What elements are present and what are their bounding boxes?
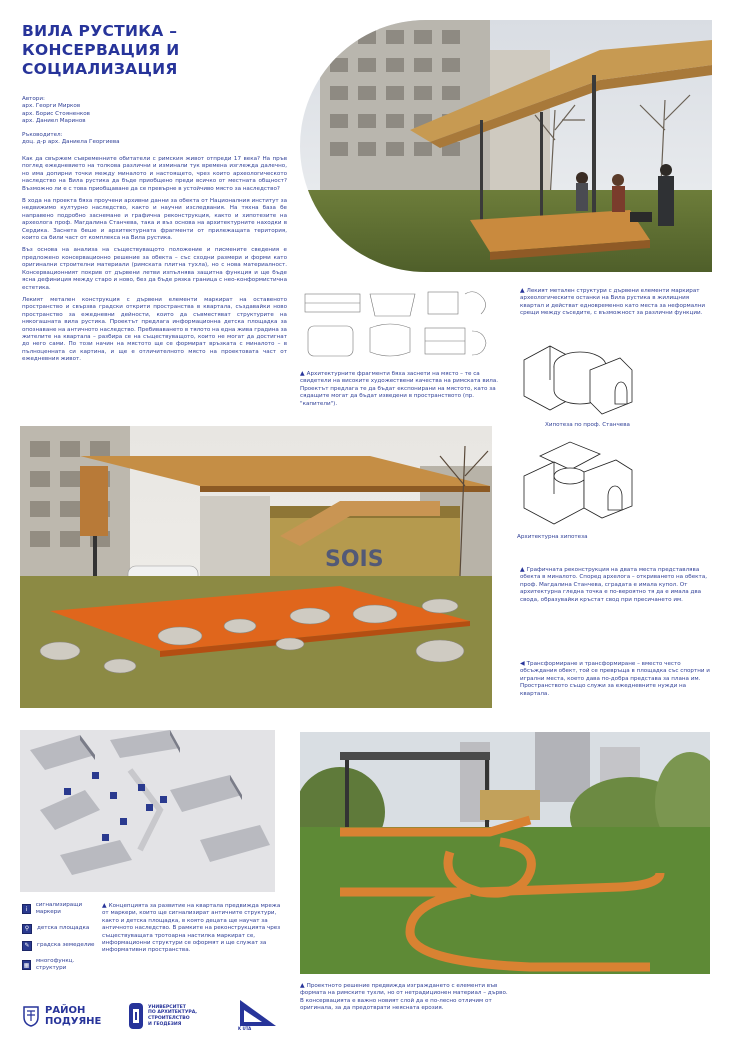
hypothesis-drawing-stancheva [520,330,640,418]
body-text [22,156,287,364]
author-name: арх. Георги Мирков [22,103,81,110]
hero-photo-illustration [300,20,712,272]
kuta-logo-text: K UTA [238,1026,252,1031]
map-legend [22,902,97,980]
logo-kuta [236,996,280,1032]
legend-label: детска площадка [37,925,90,932]
title-line-2: КОНСЕРВАЦИЯ И [22,41,180,59]
render-orange-platform [20,426,492,708]
legend-row [22,958,97,973]
triangle-bullet-icon: ▲ [520,566,525,573]
caption-graphic-text: Графичната реконструкция на двата места представлява обекта в миналото. Според архелога – откриването на обекта, проф. Магдалина Станчева, сградата е имала купол. От архитектурна гледна точка е по-вероятно тя да е имала два свода, образувайки кръстат свод при пресичането им. [520,567,708,603]
hero-photo [300,20,712,272]
triangle-left-bullet-icon: ◀ [520,660,525,667]
caption-concept-text: Концепцията за развитие на квартала предвижда мрежа от маркери, които ще сигнализират античните структури, както и детска площадка, в която децата ще научат за античното наследство. В рамките на реконструкцията чрез съществуващата тротоарна настилка маркират се, информационни структури се оформят и ще служат за информативни пространства. [102,903,281,954]
hypothesis-drawing-stancheva-svg [520,330,640,418]
caption-graphic [520,566,712,604]
caption-concept [102,902,282,955]
page-title [22,22,262,79]
structure-icon: ▦ [23,961,30,969]
garden-icon: ✎ [22,941,32,951]
photo-wooden-path-svg [300,732,710,974]
legend-row [22,924,97,934]
author-name: арх. Даниел Маринов [22,118,86,125]
legend-label: многофункц. структури [35,957,75,972]
render-orange-platform-svg [20,426,492,708]
legend-row [22,902,97,917]
legend-label: сигнализиращи маркери [35,902,83,916]
paragraph-research: В хода на проекта бяха проучени архивни данни за обекта от Националния институт за недвижимо културно наследство, както и научни изследвания. На тяхна база бе направено подробно заснемане и графична реконструкция, както и хипотезите на археолога проф. Магдалина Станчева, така и въз основа на архитектурните находки в Сердика. Заснета беше и архитектурната фрагменти от прилежащата територия, които са били част от комплекса на Вила рустика. [22,198,287,242]
paragraph-intro: Как да свържем съвременните обитатели с римския живот отпреди 17 века? На пръв поглед ежедневието на толкова различни и изминали тук времена изглежда далечно, но има допирни точки между миналото и настоящето, чрез които археологическото наследство на Вила рустика да бъде приобщено преди всичко от местната общност? Възможно ли е с това приобщаване да се превърне в устойчиво място за наследство? [22,156,287,192]
site-map-svg [20,730,275,892]
supervisor-name: доц. д-р арх. Даниела Георгиева [22,139,120,146]
author-name: арх. Борис Стояненков [22,110,90,117]
fragment-sketches-drawing [300,286,500,366]
title-line-1: ВИЛА РУСТИКА – [22,22,178,40]
caption-fragments-text: Архитектурните фрагменти бяха заснети на място – те са свидетели на високите художествени качества на римската вила. Проектът предлага те да бъдат експонирани на мястото, като за сядащите могат да бъдат изведени в пространството (пр. "капители"). [300,371,499,407]
caption-hypothesis: Хипотеза по проф. Станчева [545,422,630,428]
district-name-line1: РАЙОН [45,1005,86,1016]
university-name-line3: СТРОИТЕЛСТВО [148,1016,190,1021]
caption-structures-text: Лекият метален структури с дървени елементи маркират археологическите останки на Вила рустика в жилищния квартал и действат едновременно като места за неформални срещи между съседите, с възможност за различни функции. [520,288,706,317]
triangle-bullet-icon: ▲ [102,902,107,909]
hypothesis-drawing-architectural [520,436,640,531]
caption-transform-text: Трансформиране и трансформиране – вместо често обсъждания обект, той се превръща в площадка със спортни и игрални места, което дава по-добра представа за плана им. Пространството също служи за ежедневните нужди на квартала. [520,661,710,697]
triangle-bullet-icon: ▲ [300,982,305,989]
hypothesis-drawing-architectural-svg [520,436,640,531]
marker-icon: i [22,904,31,914]
legend-row [22,941,97,951]
paragraph-conservation: Въз основа на анализа на съществуващото положение и писмените сведения е предложено консервационно решение за обекта – със сходни размери и форми като оригинални строителни материали (римската плитна тухла), но с нова материалност. Консервационният покрив от дървени летви изпълнява защитна функция и ще бъде ясна дефиниция между старо и ново, без да бъде рязка граница с нео-конформистична естетика. [22,247,287,291]
title-line-3: СОЦИАЛИЗАЦИЯ [22,60,178,78]
university-name-line1: УНИВЕРСИТЕТ [148,1004,186,1010]
caption-architectural: Архитектурна хипотеза [517,534,588,540]
playground-icon: ⚲ [22,924,32,934]
caption-transform [520,660,712,698]
triangle-bullet-icon: ▲ [300,370,305,377]
site-map [20,730,275,892]
svg-text:SOIS: SOIS [325,547,384,572]
photo-wooden-path [300,732,710,974]
legend-label: градска земеделие [37,942,95,949]
university-name-line4: И ГЕОДЕЗИЯ [148,1021,182,1027]
fragment-sketches [300,286,500,366]
authors-block [22,96,192,146]
caption-fragments [300,370,510,408]
district-crest-icon [22,1005,40,1027]
authors-label: Автори: [22,96,45,102]
logo-district [22,996,102,1036]
supervisor-label: Ръководител: [22,131,63,138]
caption-structures [520,287,712,318]
logo-university [128,996,218,1036]
triangle-bullet-icon: ▲ [520,287,525,294]
caption-project-text: Проектното решение предвижда изграждането с елементи във формата на римските тухли, но от нетрадиционен материал – дърво. В консервацията е важно новият слой да е по-лесно отличим от оригинала, за да предотврати неясната ерозия. [300,983,508,1012]
university-name-line2: ПО АРХИТЕКТУРА, [148,1010,198,1016]
caption-project [300,982,512,1013]
district-name-line2: ПОДУЯНЕ [45,1016,102,1027]
university-logo-icon [128,1002,144,1030]
paragraph-structures: Лекият метален конструкция с дървени елементи маркират на оставеното пространство и свързва градски открити пространства в квартала, създавайки ново пространство за ежедневни дейности, които да съвместяват структурите на някогашната вила рустика. Проектът предлага информационна детска площадка за опознаване на античното наследство. Пребиваването в тялото на една жива градина за жителите на квартала – разбира се на съществуващото, които не могат да достигнат до него сами. По този начин на мястото ще се формират връзката с миналото – в пълноценната си картина, и ще е отличителното място на проектовата част от ежедневния живот. [22,296,287,363]
